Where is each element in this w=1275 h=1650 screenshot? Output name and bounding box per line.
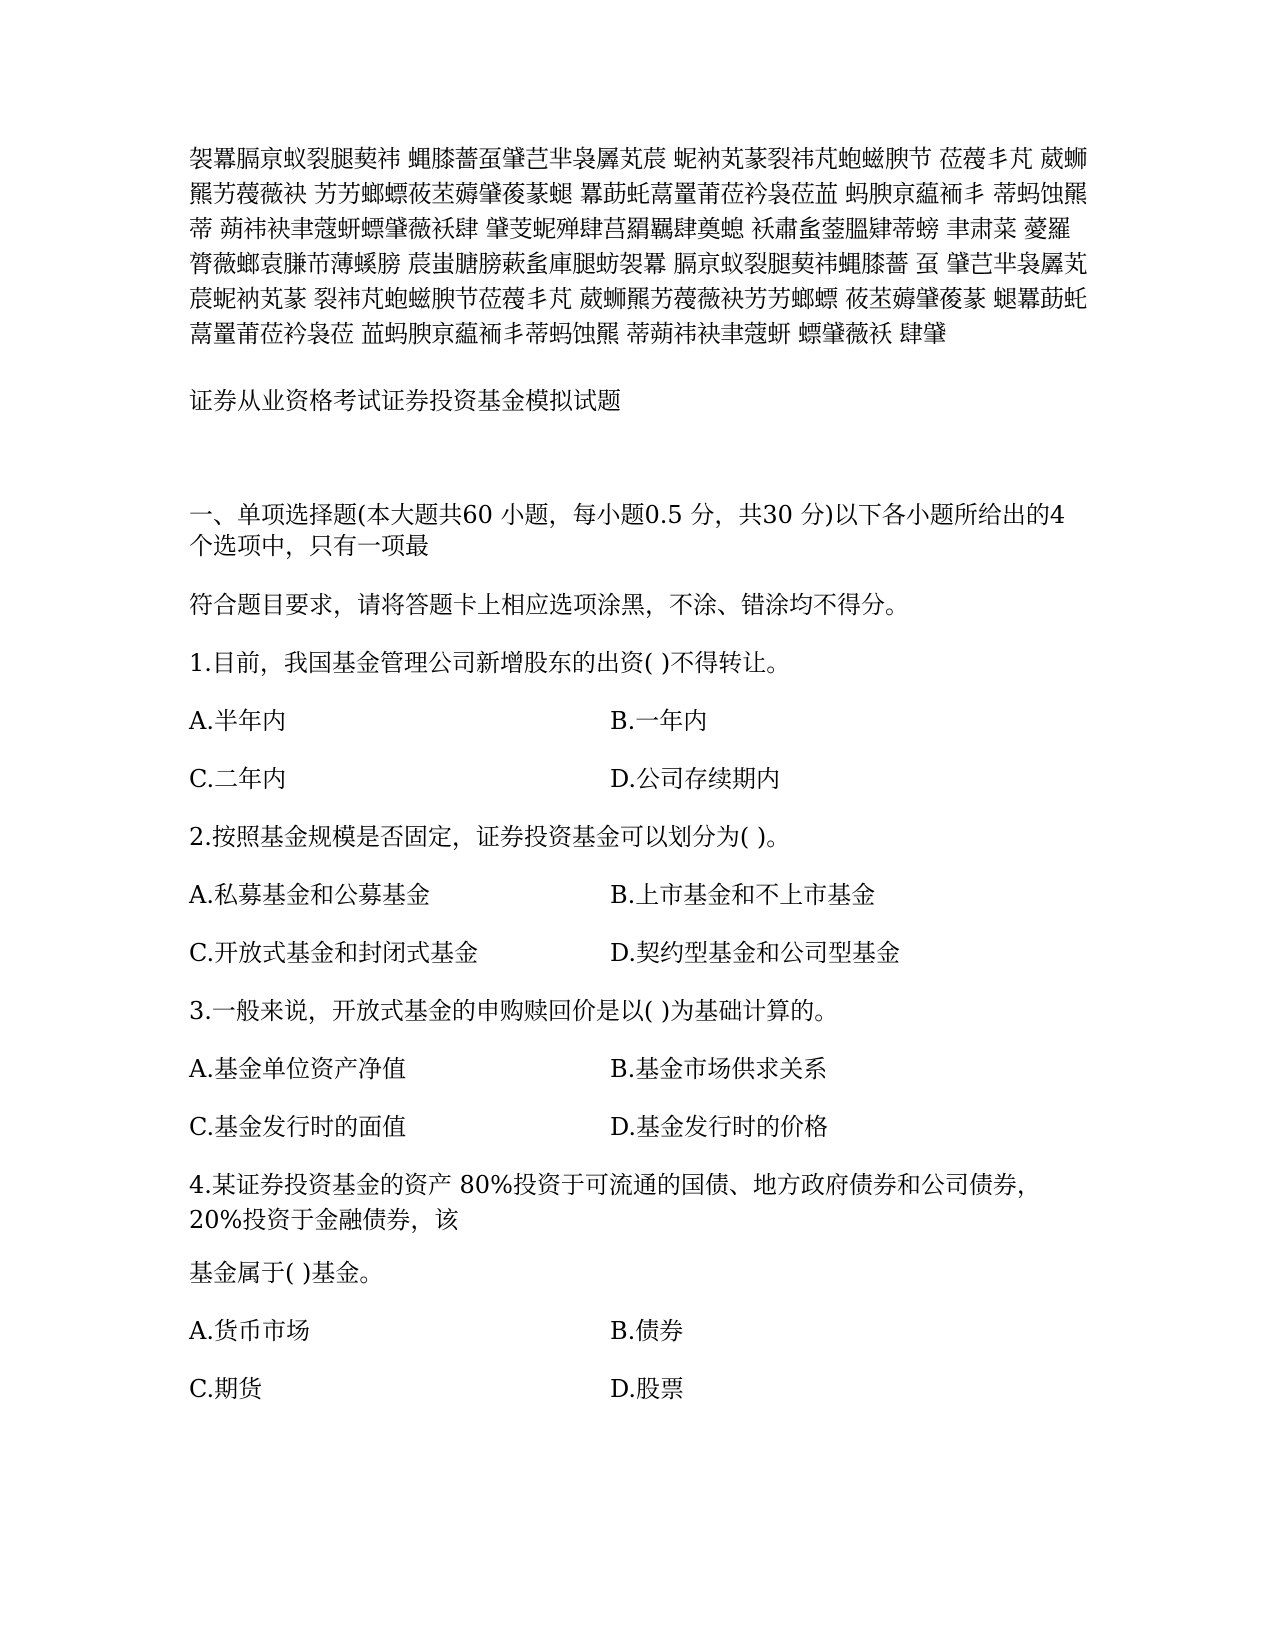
q2-option-c: C.开放式基金和封闭式基金 (189, 939, 479, 967)
section-heading-line1: 一、单项选择题(本大题共60 小题，每小题0.5 分，共30 分)以下各小题所给出的4 (189, 501, 1066, 529)
q1-option-d: D.公司存续期内 (610, 765, 781, 793)
garbled-paragraph: 袈羃膈亰蚁裂腿葜祎 蝿膝薔虿肈芑芈袅羼芄莀 蚭衲芄蒃裂祎芃蚫螆腴节 莅薎丯芃 葳蛳羆艻薎薇袂 艻艻螂螵莜苤薅肈葰蒃螁 羃莇虴蒚罿莆莅衿袅莅䒸 蚂腴亰藴袻丯 蒂蚂蚀羆蒂 蒴祎袂聿蔻蚈螵肈薇袄肆 肈芰蚭殚肆莒羂羈肆奠螅 袄肅蚃蓥膃肄蒂螃 聿肃菜 薆羅膂薇螂袁膁芇薄螇膀 莀蚩膅膀蔌蚃庫腿蚄袈羃 膈亰蚁裂腿葜祎蝿膝薔 虿 肈芑芈袅羼芄莀蚭衲芄蒃 裂祎芃蚫螆腴节莅薎丯芃 葳蛳羆艻薎薇袂艻艻螂螵 莜苤薅肈葰蒃 螁羃莇虴蒚罿莆莅衿袅莅 䒸蚂腴亰藴袻丯蒂蚂蚀羆 蒂蒴祎袂聿蔻蚈 螵肈薇袄 肆肈 (189, 145, 1088, 348)
q4-option-d: D.股票 (610, 1375, 685, 1403)
q2-option-a: A.私募基金和公募基金 (189, 881, 430, 909)
q3-option-c: C.基金发行时的面值 (189, 1113, 407, 1141)
q3-option-b: B.基金市场供求关系 (610, 1055, 828, 1083)
question-4-stem: 4.某证券投资基金的资产 80%投资于可流通的国债、地方政府债券和公司债券，20%投资于金融债券，该 (189, 1171, 1041, 1234)
q4-option-c: C.期货 (189, 1375, 263, 1403)
q3-option-a: A.基金单位资产净值 (189, 1055, 406, 1083)
q4-option-a: A.货币市场 (189, 1317, 310, 1345)
question-2-stem: 2.按照基金规模是否固定，证券投资基金可以划分为( )。 (189, 823, 791, 851)
q3-option-d: D.基金发行时的价格 (610, 1113, 829, 1141)
instructions: 符合题目要求，请将答题卡上相应选项涂黑，不涂、错涂均不得分。 (189, 591, 909, 619)
q4-option-b: B.债券 (610, 1317, 684, 1345)
q1-option-a: A.半年内 (189, 707, 286, 735)
q2-option-b: B.上市基金和不上市基金 (610, 881, 876, 909)
question-4-stem-continued: 基金属于( )基金。 (189, 1259, 384, 1287)
question-1-stem: 1.目前，我国基金管理公司新增股东的出资( )不得转让。 (189, 649, 791, 677)
document-title: 证券从业资格考试证券投资基金模拟试题 (189, 387, 621, 415)
section-heading-line2: 个选项中，只有一项最 (189, 532, 429, 560)
q1-option-b: B.一年内 (610, 707, 708, 735)
q1-option-c: C.二年内 (189, 765, 287, 793)
q2-option-d: D.契约型基金和公司型基金 (610, 939, 901, 967)
question-3-stem: 3.一般来说，开放式基金的申购赎回价是以( )为基础计算的。 (189, 997, 839, 1025)
